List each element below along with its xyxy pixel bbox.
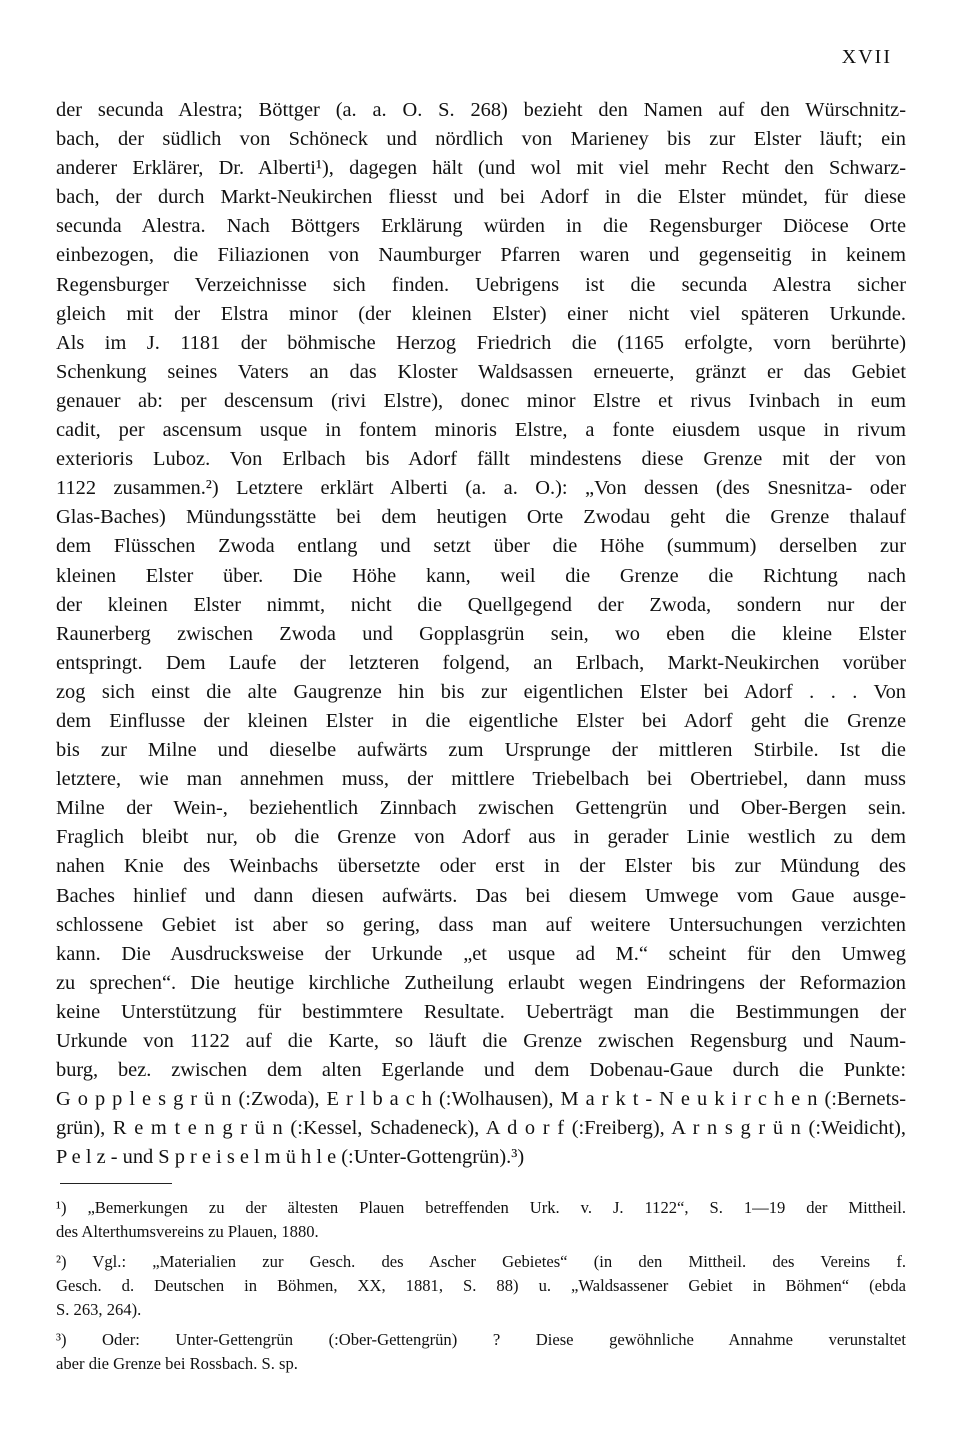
body-line: letztere, wie man annehmen muss, der mittlere Triebelbach bei Obertriebel, dann muss (56, 768, 906, 791)
body-line: Schenkung seines Vaters an das Kloster Waldsassen erneuerte, gränzt er das Gebiet (56, 360, 906, 383)
body-line: kann. Die Ausdrucksweise der Urkunde „et usque ad M.“ scheint für den Umweg (56, 942, 906, 965)
body-line: einbezogen, die Filiazionen von Naumburger Pfarren waren und gegenseitig in keinem (56, 244, 906, 267)
footnote (56, 1328, 906, 1376)
body-line: Raunerberg zwischen Zwoda und Gopplasgrün sein, wo eben die kleine Elster (56, 622, 906, 645)
footnote-line: ¹) „Bemerkungen zu der ältesten Plauen betreffenden Urk. v. J. 1122“, S. 1—19 der Mittheil. (56, 1198, 906, 1217)
body-line: G o p p l e s g r ü n (:Zwoda), E r l b a c h (:Wolhausen), M a r k t - N e u k i r c h e n (:Bernets- (56, 1088, 906, 1111)
body-line: genauer ab: per descensum (rivi Elstre), donec minor Elstre et rivus Ivinbach in eum (56, 389, 906, 412)
page-number: XVII (841, 46, 892, 68)
body-line: anderer Erklärer, Dr. Alberti¹), dagegen hält (und wol mit viel mehr Recht den Schwarz- (56, 157, 906, 180)
footnote-line: aber die Grenze bei Rossbach. S. sp. (56, 1354, 298, 1373)
body-line: schlossene Gebiet ist aber so gering, dass man auf weitere Untersuchungen verzichten (56, 913, 906, 936)
body-line: gleich mit der Elstra minor (der kleinen Elster) einer nicht viel späteren Urkunde. (56, 302, 906, 325)
body-line: Glas-Baches) Mündungsstätte bei dem heutigen Orte Zwodau geht die Grenze thalauf (56, 506, 906, 529)
body-line: grün), R e m t e n g r ü n (:Kessel, Schadeneck), A d o r f (:Freiberg), A r n s g r ü n (:Weidicht), (56, 1117, 906, 1140)
body-line: der secunda Alestra; Böttger (a. a. O. S. 268) bezieht den Namen auf den Würschnitz- (56, 99, 906, 121)
body-line: entspringt. Dem Laufe der letzteren folgend, an Erlbach, Markt-Neukirchen vorüber (56, 651, 906, 674)
body-text (56, 96, 906, 1172)
body-line: bach, der durch Markt-Neukirchen fliesst und bei Adorf in die Elster mündet, für diese (56, 186, 906, 209)
body-line: Baches hinlief und dann diesen aufwärts. Das bei diesem Umwege vom Gaue ausge- (56, 884, 906, 907)
body-line: bis zur Milne und dieselbe aufwärts zum Ursprunge der mittleren Stirbile. Ist die (56, 739, 906, 762)
body-line: 1122 zusammen.²) Letztere erklärt Alberti (a. a. O.): „Von dessen (des Snesnitza- oder (56, 477, 906, 500)
body-line: der kleinen Elster nimmt, nicht die Quellgegend der Zwoda, sondern nur der (56, 593, 906, 616)
body-line: burg, bez. zwischen dem alten Egerlande und dem Dobenau-Gaue durch die Punkte: (56, 1059, 906, 1082)
body-line: Milne der Wein-, beziehentlich Zinnbach zwischen Gettengrün und Ober-Bergen sein. (56, 797, 906, 820)
body-line: bach, der südlich von Schöneck und nördlich von Marieney bis zur Elster läuft; ein (56, 128, 906, 151)
body-line: Regensburger Verzeichnisse sich finden. Uebrigens ist die secunda Alestra sicher (56, 273, 906, 296)
footnote-line: des Alterthumsvereins zu Plauen, 1880. (56, 1222, 319, 1241)
footnote-line: S. 263, 264). (56, 1300, 142, 1319)
body-line: zog sich einst die alte Gaugrenze hin bis zur eigentlichen Elster bei Adorf . . . Von (56, 680, 906, 703)
footnotes (56, 1196, 906, 1376)
body-line: dem Einflusse der kleinen Elster in die eigentliche Elster bei Adorf geht die Grenze (56, 709, 906, 732)
footnote-line: ³) Oder: Unter-Gettengrün (:Ober-Gettengrün) ? Diese gewöhnliche Annahme verunstaltet (56, 1330, 906, 1349)
body-line: exterioris Luboz. Von Erlbach bis Adorf fällt mindestens diese Grenze mit der von (56, 448, 906, 471)
body-line: dem Flüsschen Zwoda entlang und setzt über die Höhe (summum) derselben zur (56, 535, 906, 558)
body-line: keine Unterstützung für bestimmtere Resultate. Ueberträgt man die Bestimmungen der (56, 1000, 906, 1023)
body-line: kleinen Elster über. Die Höhe kann, weil die Grenze die Richtung nach (56, 564, 906, 587)
footnote (56, 1250, 906, 1322)
body-line: Fraglich bleibt nur, ob die Grenze von Adorf aus in gerader Linie westlich zu dem (56, 826, 906, 849)
body-line: Urkunde von 1122 auf die Karte, so läuft die Grenze zwischen Regensburg und Naum- (56, 1030, 906, 1052)
body-line: secunda Alestra. Nach Böttgers Erklärung würden in die Regensburger Diöcese Orte (56, 215, 906, 238)
body-line: cadit, per ascensum usque in fontem minoris Elstre, a fonte eiusdem usque in rivum (56, 419, 906, 442)
body-line: nahen Knie des Weinbachs übersetzte oder erst in der Elster bis zur Mündung des (56, 855, 906, 878)
body-line: zu sprechen“. Die heutige kirchliche Zutheilung erlaubt wegen Eindringens der Reformazion (56, 971, 906, 994)
body-line: Als im J. 1181 der böhmische Herzog Friedrich die (1165 erfolgte, vorn berührte) (56, 331, 906, 354)
body-line: P e l z - und S p r e i s e l m ü h l e (:Unter-Gottengrün).³) (56, 1146, 525, 1169)
footnote (56, 1196, 906, 1244)
footnote-separator (60, 1183, 172, 1184)
footnote-line: Gesch. d. Deutschen in Böhmen, XX, 1881, S. 88) u. „Waldsassener Gebiet in Böhmen“ (ebda (56, 1276, 906, 1295)
footnote-line: ²) Vgl.: „Materialien zur Gesch. des Ascher Gebietes“ (in den Mittheil. des Vereins f. (56, 1252, 906, 1271)
